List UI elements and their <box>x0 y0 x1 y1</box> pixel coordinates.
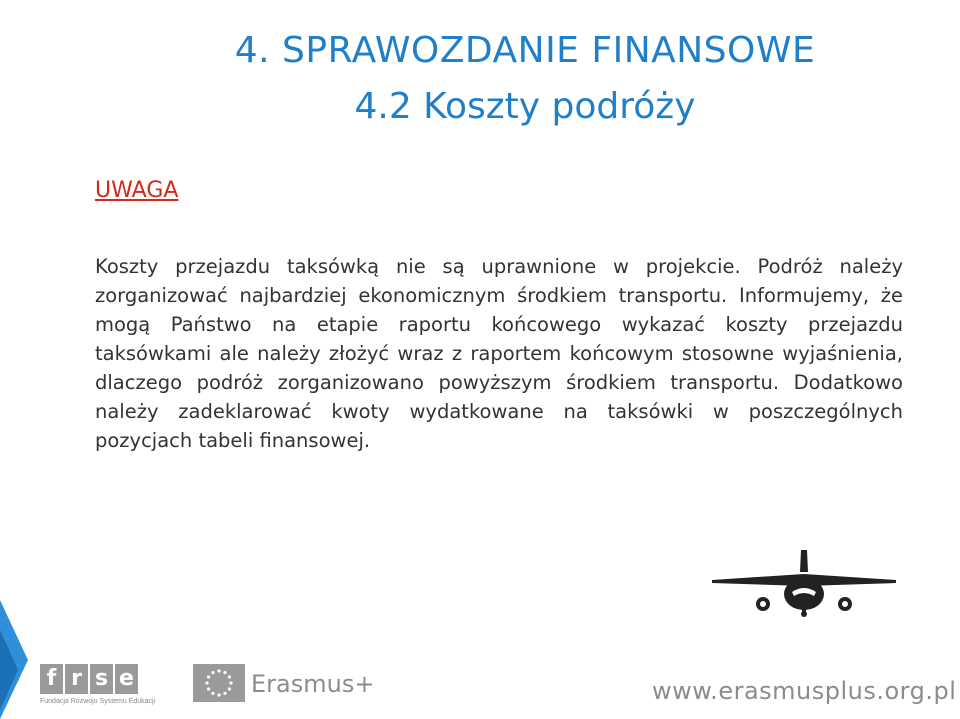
frse-letter: f <box>40 664 63 694</box>
corner-accent <box>0 600 40 719</box>
slide-subtitle: 4.2 Koszty podróży <box>354 86 696 127</box>
frse-letter: e <box>115 664 138 694</box>
airplane-icon <box>708 548 900 618</box>
erasmus-label: Erasmus+ <box>251 670 375 698</box>
body-paragraph: Koszty przejazdu taksówką nie są uprawnione w projekcie. Podróż należy zorganizować najbardziej ekonomicznym środkiem transportu. Informujemy, że mogą Państwo na etapie raportu końcowego wykazać koszty przejazdu taksówkami ale należy złożyć wraz z raportem końcowym stosowne wyjaśnienia, dlaczego podróż zorganizowano powyższym środkiem transportu. Dodatkowo należy zadeklarować kwoty wydatkowane na taksówki w poszczególnych pozycjach tabeli finansowej. <box>95 255 903 452</box>
frse-caption: Fundacja Rozwoju Systemu Edukacji <box>40 698 156 705</box>
frse-letter: r <box>65 664 88 694</box>
eu-flag-icon <box>193 664 245 702</box>
frse-letter: s <box>90 664 113 694</box>
frse-logo <box>40 664 156 716</box>
website-link[interactable]: www.erasmusplus.org.pl <box>652 677 957 705</box>
slide-title: 4. SPRAWOZDANIE FINANSOWE <box>234 30 816 71</box>
warning-heading: UWAGA <box>95 178 179 203</box>
erasmus-logo <box>193 664 373 704</box>
